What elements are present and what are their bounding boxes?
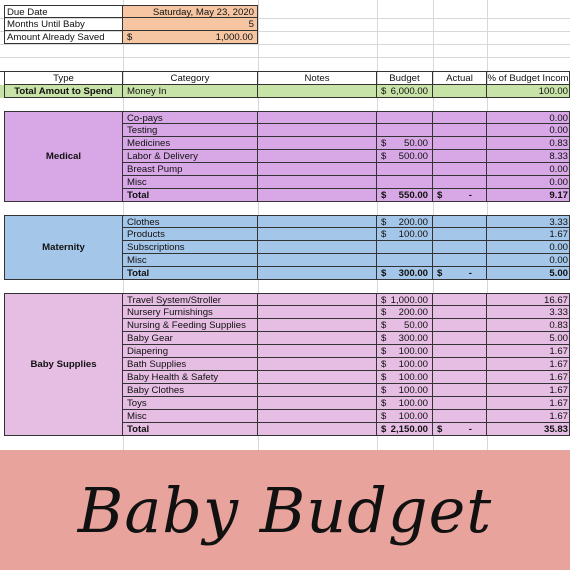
actual-cell[interactable]: [433, 228, 487, 241]
currency-symbol: $: [381, 320, 387, 331]
pct-cell: 1.67: [487, 410, 570, 423]
section-total-row: [0, 267, 570, 280]
budget-value: 200.00: [398, 307, 428, 318]
pct-cell: 3.33: [487, 306, 570, 319]
pct-cell: 0.83: [487, 319, 570, 332]
budget-cell[interactable]: [377, 319, 433, 332]
notes-cell[interactable]: [258, 293, 377, 306]
currency-symbol: $: [381, 333, 387, 344]
budget-cell[interactable]: [377, 397, 433, 410]
pct-cell: 16.67: [487, 293, 570, 306]
budget-cell[interactable]: [377, 267, 433, 280]
section-total-row: [0, 423, 570, 436]
budget-cell[interactable]: [377, 163, 433, 176]
actual-cell[interactable]: [433, 423, 487, 436]
category-cell[interactable]: Testing: [123, 124, 258, 137]
notes-cell[interactable]: [258, 319, 377, 332]
budget-cell[interactable]: [377, 189, 433, 202]
saved-row: [0, 31, 570, 44]
currency-symbol: $: [381, 398, 387, 409]
budget-value: 300.00: [398, 268, 428, 279]
category-cell[interactable]: Nursing & Feeding Supplies: [123, 319, 258, 332]
banner-title-text: Baby Budget: [77, 473, 493, 547]
budget-cell[interactable]: [377, 176, 433, 189]
actual-value: -: [468, 424, 472, 435]
category-cell[interactable]: Misc: [123, 410, 258, 423]
category-cell[interactable]: Total: [123, 267, 258, 280]
category-cell[interactable]: Clothes: [123, 215, 258, 228]
table-row: [0, 319, 570, 332]
notes-cell[interactable]: [258, 345, 377, 358]
budget-cell[interactable]: [377, 306, 433, 319]
notes-cell[interactable]: [258, 332, 377, 345]
category-cell[interactable]: Travel System/Stroller: [123, 293, 258, 306]
pct-cell: 8.33: [487, 150, 570, 163]
pct-cell: 0.00: [487, 163, 570, 176]
notes-cell[interactable]: [258, 228, 377, 241]
actual-value: -: [468, 190, 472, 201]
pct-cell: 1.67: [487, 397, 570, 410]
total-spend-label: Total Amout to Spend: [4, 85, 123, 98]
table-row: [0, 215, 570, 228]
budget-value: 100.00: [398, 359, 428, 370]
currency-symbol: $: [381, 411, 387, 422]
table-row: [0, 228, 570, 241]
section-type-label: Maternity: [42, 242, 85, 253]
actual-cell[interactable]: [433, 345, 487, 358]
table-header-row: [0, 71, 570, 85]
budget-cell[interactable]: [377, 150, 433, 163]
budget-value: 50.00: [403, 138, 428, 149]
saved-value-cell[interactable]: [123, 31, 258, 44]
grid-line: [0, 57, 570, 58]
pct-cell: 0.00: [487, 176, 570, 189]
due-date-row: [0, 5, 570, 18]
pct-cell: 9.17: [487, 189, 570, 202]
actual-cell[interactable]: [433, 332, 487, 345]
currency-symbol: $: [381, 295, 387, 306]
table-row: [0, 410, 570, 423]
budget-cell[interactable]: [377, 215, 433, 228]
actual-cell[interactable]: [433, 150, 487, 163]
header-notes: Notes: [258, 72, 377, 85]
actual-cell[interactable]: [433, 254, 487, 267]
budget-cell[interactable]: [377, 124, 433, 137]
months-label: Months Until Baby: [4, 18, 123, 31]
money-in-budget[interactable]: [377, 85, 433, 98]
money-in-label: Money In: [123, 85, 258, 98]
notes-cell[interactable]: [258, 358, 377, 371]
actual-value: -: [468, 268, 472, 279]
notes-cell[interactable]: [258, 306, 377, 319]
budget-cell[interactable]: [377, 384, 433, 397]
actual-cell[interactable]: [433, 371, 487, 384]
category-cell[interactable]: Co-pays: [123, 111, 258, 124]
notes-cell[interactable]: [258, 423, 377, 436]
notes-cell[interactable]: [258, 397, 377, 410]
actual-cell[interactable]: [433, 384, 487, 397]
category-cell[interactable]: Medicines: [123, 137, 258, 150]
actual-cell[interactable]: [433, 306, 487, 319]
saved-label: Amount Already Saved: [4, 31, 123, 44]
table-row: [0, 332, 570, 345]
pct-cell: 0.83: [487, 137, 570, 150]
currency-symbol: $: [437, 190, 443, 201]
notes-cell[interactable]: [258, 384, 377, 397]
pct-cell: 0.00: [487, 111, 570, 124]
currency-symbol: $: [381, 268, 387, 279]
currency-symbol: $: [381, 385, 387, 396]
section-total-row: [0, 189, 570, 202]
months-row: [0, 18, 570, 31]
currency-symbol: $: [381, 372, 387, 383]
pct-cell: 5.00: [487, 332, 570, 345]
table-row: [0, 306, 570, 319]
pct-cell: 1.67: [487, 371, 570, 384]
currency-symbol: $: [381, 151, 387, 162]
pct-cell: 0.00: [487, 254, 570, 267]
actual-cell[interactable]: [433, 267, 487, 280]
actual-cell[interactable]: [433, 189, 487, 202]
table-row: [0, 176, 570, 189]
pct-cell: 1.67: [487, 228, 570, 241]
actual-cell[interactable]: [433, 293, 487, 306]
table-row: [0, 241, 570, 254]
actual-cell[interactable]: [433, 176, 487, 189]
actual-cell[interactable]: [433, 111, 487, 124]
header-budget: Budget: [377, 72, 433, 85]
months-value[interactable]: 5: [123, 18, 258, 31]
budget-cell[interactable]: [377, 228, 433, 241]
actual-cell[interactable]: [433, 410, 487, 423]
budget-value: 50.00: [403, 320, 428, 331]
budget-value: 2,150.00: [390, 424, 428, 435]
pct-cell: 35.83: [487, 423, 570, 436]
category-cell[interactable]: Labor & Delivery: [123, 150, 258, 163]
currency-symbol: $: [127, 32, 133, 43]
category-cell[interactable]: Products: [123, 228, 258, 241]
section-type-label: Medical: [45, 151, 82, 162]
table-row: [0, 397, 570, 410]
category-cell[interactable]: Breast Pump: [123, 163, 258, 176]
notes-cell[interactable]: [258, 111, 377, 124]
category-cell[interactable]: Misc: [123, 176, 258, 189]
title-banner: [0, 450, 570, 570]
notes-cell[interactable]: [258, 189, 377, 202]
table-row: [0, 358, 570, 371]
budget-cell[interactable]: [377, 345, 433, 358]
header-category: Category: [123, 72, 258, 85]
budget-value: 300.00: [398, 333, 428, 344]
header-pct: % of Budget Incom: [487, 73, 569, 84]
category-cell[interactable]: Total: [123, 423, 258, 436]
notes-cell[interactable]: [258, 215, 377, 228]
table-row: [0, 254, 570, 267]
table-row: [0, 371, 570, 384]
grid-line: [0, 44, 570, 45]
banner-title: [0, 450, 570, 570]
budget-cell[interactable]: [377, 423, 433, 436]
due-date-label: Due Date: [4, 5, 123, 18]
budget-cell[interactable]: [377, 111, 433, 124]
budget-value: 100.00: [398, 385, 428, 396]
category-cell[interactable]: Baby Health & Safety: [123, 371, 258, 384]
actual-cell[interactable]: [433, 215, 487, 228]
pct-cell: 0.00: [487, 124, 570, 137]
notes-cell[interactable]: [258, 137, 377, 150]
actual-cell[interactable]: [433, 358, 487, 371]
actual-cell[interactable]: [433, 124, 487, 137]
budget-value: 100.00: [398, 372, 428, 383]
category-cell[interactable]: Total: [123, 189, 258, 202]
pct-cell: 1.67: [487, 384, 570, 397]
currency-symbol: $: [381, 307, 387, 318]
header-actual: Actual: [433, 72, 487, 85]
pct-cell: 1.67: [487, 345, 570, 358]
budget-cell[interactable]: [377, 254, 433, 267]
pct-cell: 1.67: [487, 358, 570, 371]
category-cell[interactable]: Baby Clothes: [123, 384, 258, 397]
currency-symbol: $: [381, 86, 387, 97]
currency-symbol: $: [381, 190, 387, 201]
budget-cell[interactable]: [377, 332, 433, 345]
currency-symbol: $: [381, 229, 387, 240]
budget-value: 100.00: [398, 411, 428, 422]
table-row: [0, 345, 570, 358]
header-type: Type: [4, 72, 123, 85]
currency-symbol: $: [437, 424, 443, 435]
budget-cell[interactable]: [377, 358, 433, 371]
money-in-budget-value: 6,000.00: [390, 86, 428, 97]
budget-cell[interactable]: [377, 371, 433, 384]
notes-cell[interactable]: [258, 410, 377, 423]
category-cell[interactable]: Toys: [123, 397, 258, 410]
actual-cell[interactable]: [433, 241, 487, 254]
currency-symbol: $: [381, 346, 387, 357]
budget-cell[interactable]: [377, 293, 433, 306]
budget-value: 100.00: [398, 398, 428, 409]
category-cell[interactable]: Nursery Furnishings: [123, 306, 258, 319]
actual-cell[interactable]: [433, 137, 487, 150]
category-cell[interactable]: Subscriptions: [123, 241, 258, 254]
budget-value: 100.00: [398, 346, 428, 357]
budget-cell[interactable]: [377, 241, 433, 254]
category-cell[interactable]: Bath Supplies: [123, 358, 258, 371]
pct-cell: 0.00: [487, 241, 570, 254]
currency-symbol: $: [381, 217, 387, 228]
notes-cell[interactable]: [258, 254, 377, 267]
currency-symbol: $: [381, 359, 387, 370]
currency-symbol: $: [381, 138, 387, 149]
budget-cell[interactable]: [377, 137, 433, 150]
notes-cell[interactable]: [258, 267, 377, 280]
due-date-value[interactable]: Saturday, May 23, 2020: [123, 5, 258, 18]
notes-cell[interactable]: [258, 176, 377, 189]
budget-cell[interactable]: [377, 410, 433, 423]
table-row: [0, 384, 570, 397]
saved-value: 1,000.00: [215, 32, 253, 43]
budget-value: 550.00: [398, 190, 428, 201]
actual-cell[interactable]: [433, 397, 487, 410]
section-type-label: Baby Supplies: [30, 359, 97, 370]
money-in-pct: 100.00: [487, 85, 570, 98]
notes-cell[interactable]: [258, 371, 377, 384]
table-row: [0, 293, 570, 306]
table-row: [0, 163, 570, 176]
money-in-actual[interactable]: [433, 85, 487, 98]
category-cell[interactable]: Baby Gear: [123, 332, 258, 345]
money-in-notes[interactable]: [258, 85, 377, 98]
actual-cell[interactable]: [433, 163, 487, 176]
notes-cell[interactable]: [258, 241, 377, 254]
category-cell[interactable]: Diapering: [123, 345, 258, 358]
pct-cell: 3.33: [487, 215, 570, 228]
actual-cell[interactable]: [433, 319, 487, 332]
category-cell[interactable]: Misc: [123, 254, 258, 267]
currency-symbol: $: [437, 268, 443, 279]
budget-value: 1,000.00: [390, 295, 428, 306]
money-in-row: [0, 85, 570, 98]
currency-symbol: $: [381, 424, 387, 435]
budget-value: 500.00: [398, 151, 428, 162]
table-row: [0, 124, 570, 137]
notes-cell[interactable]: [258, 163, 377, 176]
budget-value: 100.00: [398, 229, 428, 240]
notes-cell[interactable]: [258, 150, 377, 163]
table-row: [0, 137, 570, 150]
budget-value: 200.00: [398, 217, 428, 228]
pct-cell: 5.00: [487, 267, 570, 280]
table-row: [0, 111, 570, 124]
table-row: [0, 150, 570, 163]
notes-cell[interactable]: [258, 124, 377, 137]
